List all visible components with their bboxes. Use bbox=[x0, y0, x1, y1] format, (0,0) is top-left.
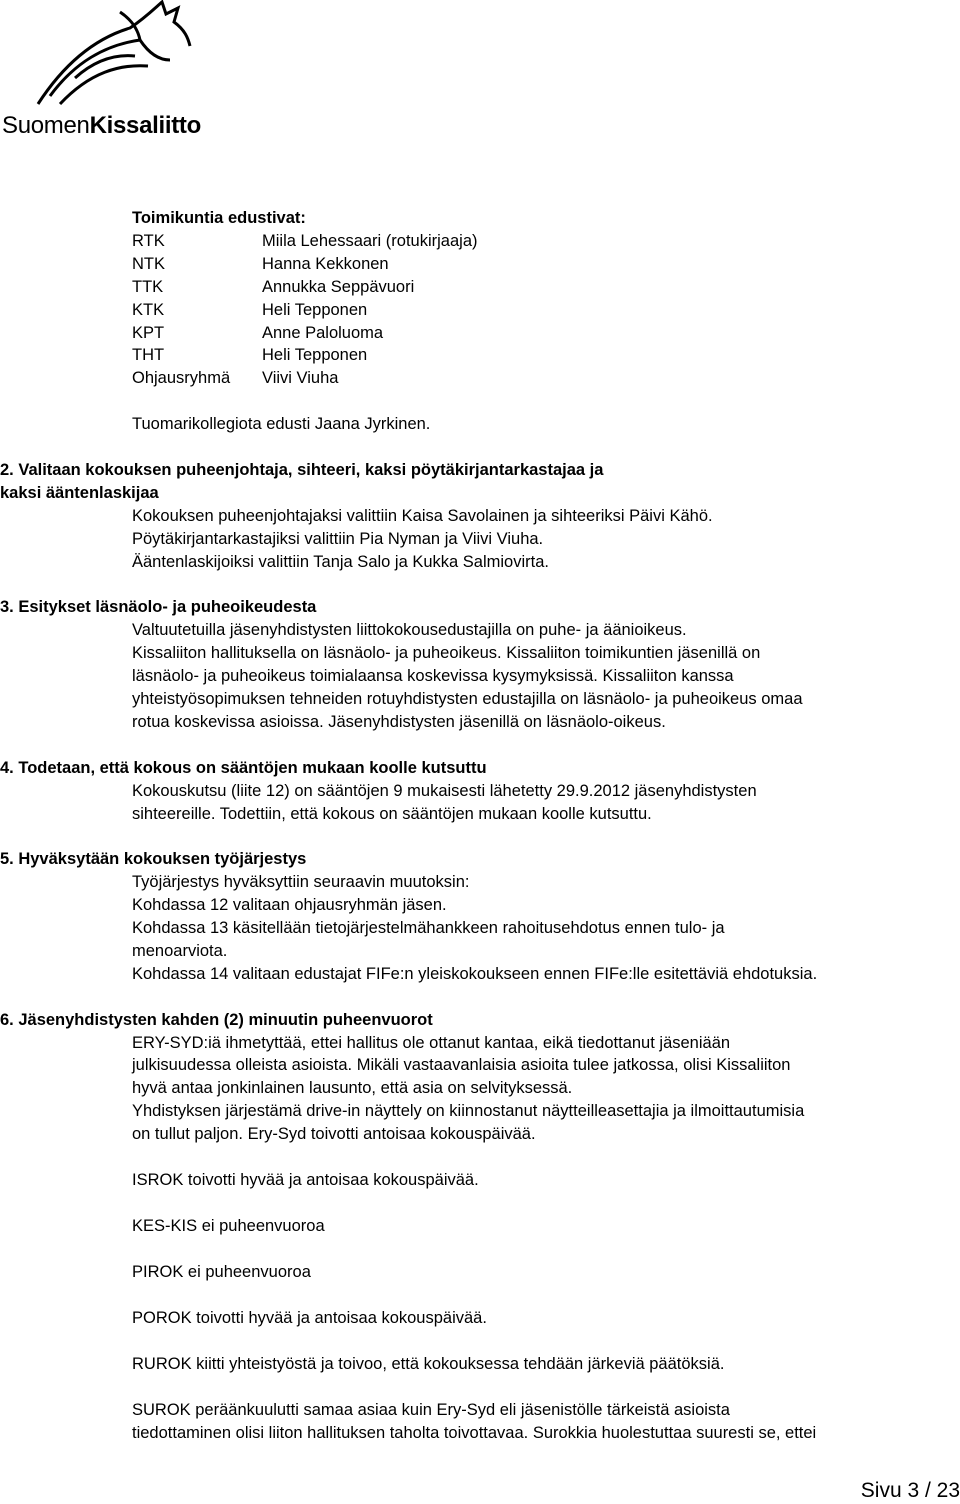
section-6-line: julkisuudessa olleista asioista. Mikäli vastaavanlaisia asioita tulee jatkossa, olisi Kissaliiton bbox=[132, 1056, 791, 1075]
document-body bbox=[0, 207, 960, 1444]
section-6-line: ERY-SYD:iä ihmetyttää, ettei hallitus ole ottanut kantaa, eikä tiedottanut jäseniään bbox=[132, 1033, 731, 1052]
section-6-line: Yhdistyksen järjestämä drive-in näyttely on kiinnostanut näytteilleasettajia ja ilmoittautumisia bbox=[132, 1102, 805, 1121]
logo-text-regular: Suomen bbox=[2, 112, 90, 139]
committee-member: Anne Paloluoma bbox=[262, 323, 384, 342]
logo-text-bold: Kissaliitto bbox=[89, 112, 201, 139]
isrok-statement: ISROK toivotti hyvää ja antoisaa kokouspäivää. bbox=[132, 1171, 479, 1190]
committee-member: Hanna Kekkonen bbox=[262, 254, 389, 273]
section-2-line: Kokouksen puheenjohtajaksi valittiin Kaisa Savolainen ja sihteeriksi Päivi Kähö. bbox=[132, 506, 713, 525]
surok-statement: SUROK peräänkuulutti samaa asiaa kuin Ery-Syd eli jäsenistölle tärkeistä asioista bbox=[132, 1400, 730, 1419]
section-5-title: 5. Hyväksytään kokouksen työjärjestys bbox=[0, 850, 307, 869]
committee-row bbox=[132, 276, 960, 299]
section-6-line: on tullut paljon. Ery-Syd toivotti antoisaa kokouspäivää. bbox=[132, 1125, 536, 1144]
committee-abbr: KPT bbox=[132, 323, 165, 342]
committee-heading: Toimikuntia edustivat: bbox=[132, 209, 306, 227]
logo-text bbox=[2, 112, 201, 140]
section-4-title: 4. Todetaan, että kokous on sääntöjen mukaan koolle kutsuttu bbox=[0, 758, 487, 777]
committee-section bbox=[0, 207, 960, 436]
section-2-line: Pöytäkirjantarkastajiksi valittiin Pia Nyman ja Viivi Viuha. bbox=[132, 529, 544, 548]
committee-abbr: TTK bbox=[132, 277, 164, 296]
judges-note: Tuomarikollegiota edusti Jaana Jyrkinen. bbox=[132, 415, 431, 434]
committee-row bbox=[132, 230, 960, 253]
section-4-line: Kokouskutsu (liite 12) on sääntöjen 9 mukaisesti lähetetty 29.9.2012 jäsenyhdistysten bbox=[132, 781, 757, 800]
section-2-line: Ääntenlaskijoiksi valittiin Tanja Salo ja Kukka Salmiovirta. bbox=[132, 552, 549, 571]
keskis-statement: KES-KIS ei puheenvuoroa bbox=[132, 1216, 325, 1235]
section-3-line: yhteistyösopimuksen tehneiden rotuyhdistysten edustajilla on läsnäolo- ja puheoikeus omaa bbox=[132, 689, 803, 708]
section-3-line: Kissaliiton hallituksella on läsnäolo- ja puheoikeus. Kissaliiton toimikuntien jäsenillä on bbox=[132, 644, 761, 663]
cat-silhouette-icon bbox=[20, 0, 195, 110]
section-5-line: Kohdassa 13 käsitellään tietojärjestelmähankkeen rahoitusehdotus ennen tulo- ja bbox=[132, 919, 725, 938]
committee-abbr: RTK bbox=[132, 231, 165, 250]
committee-row bbox=[132, 253, 960, 276]
committee-row bbox=[132, 367, 960, 390]
section-6-line: hyvä antaa jonkinlainen lausunto, että asia on selvityksessä. bbox=[132, 1079, 573, 1098]
committee-abbr: NTK bbox=[132, 254, 165, 273]
committee-row bbox=[132, 299, 960, 322]
rurok-statement: RUROK kiitti yhteistyöstä ja toivoo, että kokouksessa tehdään järkeviä päätöksiä. bbox=[132, 1354, 725, 1373]
committee-abbr: THT bbox=[132, 346, 165, 365]
section-3-line: läsnäolo- ja puheoikeus toimialaansa koskevissa kysymyksissä. Kissaliiton kanssa bbox=[132, 667, 734, 686]
porok-statement: POROK toivotti hyvää ja antoisaa kokouspäivää. bbox=[132, 1308, 487, 1327]
committee-row bbox=[132, 322, 960, 345]
section-5-line: Työjärjestys hyväksyttiin seuraavin muutoksin: bbox=[132, 873, 470, 892]
surok-statement-cont: tiedottaminen olisi liiton hallituksen taholta toivottavaa. Surokkia huolestuttaa suuresti se, ettei bbox=[132, 1423, 817, 1442]
committee-abbr: KTK bbox=[132, 300, 165, 319]
section-6-title: 6. Jäsenyhdistysten kahden (2) minuutin puheenvuorot bbox=[0, 1010, 433, 1029]
page-number: Sivu 3 / 23 bbox=[860, 1479, 960, 1502]
committee-abbr: Ohjausryhmä bbox=[132, 369, 231, 388]
committee-member: Viivi Viuha bbox=[262, 369, 339, 388]
section-5-line: Kohdassa 14 valitaan edustajat FIFe:n yleiskokoukseen ennen FIFe:lle esitettäviä ehdotuksia. bbox=[132, 964, 818, 983]
pirok-statement: PIROK ei puheenvuoroa bbox=[132, 1262, 311, 1281]
committee-member: Annukka Seppävuori bbox=[262, 277, 415, 296]
committee-member: Heli Tepponen bbox=[262, 346, 368, 365]
section-5-line: Kohdassa 12 valitaan ohjausryhmän jäsen. bbox=[132, 896, 447, 915]
committee-member: Miila Lehessaari (rotukirjaaja) bbox=[262, 231, 478, 250]
section-3-line: rotua koskevissa asioissa. Jäsenyhdistysten jäsenillä on läsnäolo-oikeus. bbox=[132, 712, 666, 731]
section-2-title-cont: kaksi ääntenlaskijaa bbox=[0, 483, 159, 502]
section-4-line: sihteereille. Todettiin, että kokous on sääntöjen mukaan koolle kutsuttu. bbox=[132, 804, 652, 823]
committee-row bbox=[132, 344, 960, 367]
section-2-title: 2. Valitaan kokouksen puheenjohtaja, sihteeri, kaksi pöytäkirjantarkastajaa ja bbox=[0, 460, 604, 479]
section-3-line: Valtuutetuilla jäsenyhdistysten liittokokousedustajilla on puhe- ja äänioikeus. bbox=[132, 621, 687, 640]
section-3-title: 3. Esitykset läsnäolo- ja puheoikeudesta bbox=[0, 598, 317, 617]
logo bbox=[0, 0, 215, 140]
committee-member: Heli Tepponen bbox=[262, 300, 368, 319]
section-5-line: menoarviota. bbox=[132, 941, 228, 960]
